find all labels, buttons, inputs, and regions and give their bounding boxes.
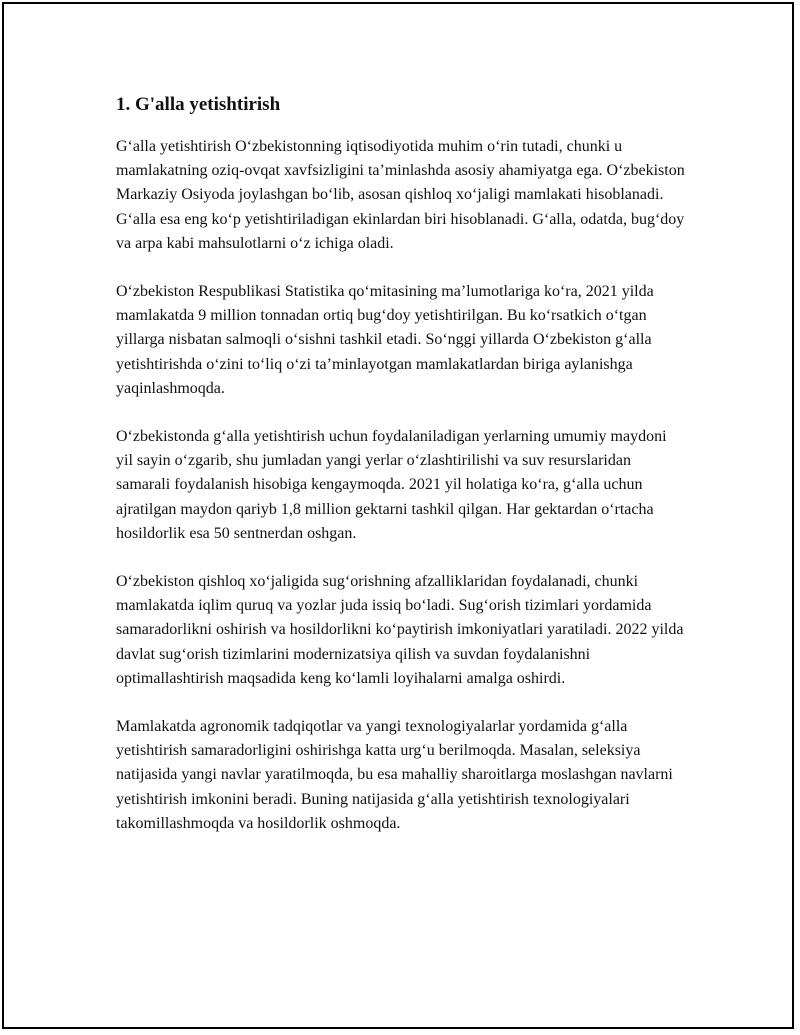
paragraph-3: O‘zbekistonda g‘alla yetishtirish uchun foydalaniladigan yerlarning umumiy maydoni yil sayin o‘zgarib, shu jumladan yangi yerlar o‘zlashtirilishi va suv resurslaridan samarali foydalanish hisobiga kengaymoqda. 2021 yil holatiga ko‘ra, g‘alla uchun ajratilgan maydon qariyb 1,8 million gektarni tashkil qilgan. Har gektardan o‘rtacha hosildorlik esa 50 sentnerdan oshgan.	[116, 428, 667, 542]
paragraph-2: O‘zbekiston Respublikasi Statistika qo‘mitasining ma’lumotlariga ko‘ra, 2021 yilda mamlakatda 9 million tonnadan ortiq bug‘doy yetishtirilgan. Bu ko‘rsatkich o‘tgan yillarga nisbatan salmoqli o‘sishni tashkil etadi. So‘nggi yillarda O‘zbekiston g‘alla yetishtirishda o‘zini to‘liq o‘zi ta’minlayotgan mamlakatlardan biriga aylanishga yaqinlashmoqda.	[116, 283, 654, 397]
paragraph-1: G‘alla yetishtirish O‘zbekistonning iqtisodiyotida muhim o‘rin tutadi, chunki u mamlakatning oziq-ovqat xavfsizligini ta’minlashda asosiy ahamiyatga ega. O‘zbekiston Markaziy Osiyoda joylashgan bo‘lib, asosan qishloq xo‘jaligi mamlakati hisoblanadi. G‘alla esa eng ko‘p yetishtiriladigan ekinlardan biri hisoblanadi. G‘alla, odatda, bug‘doy va arpa kabi mahsulotlarni o‘z ichiga oladi.	[116, 138, 685, 252]
document-body	[116, 91, 686, 860]
paragraph-4: O‘zbekiston qishloq xo‘jaligida sug‘orishning afzalliklaridan foydalanadi, chunki mamlakatda iqlim quruq va yozlar juda issiq bo‘ladi. Sug‘orish tizimlari yordamida samaradorlikni oshirish va hosildorlikni ko‘paytirish imkoniyatlari yaratiladi. 2022 yilda davlat sug‘orish tizimlarini modernizatsiya qilish va suvdan foydalanishni optimallashtirish maqsadida keng ko‘lamli loyihalarni amalga oshirdi.	[116, 573, 684, 687]
paragraph-5: Mamlakatda agronomik tadqiqotlar va yangi texnologiyalarlar yordamida g‘alla yetishtirish samaradorligini oshirishga katta urg‘u berilmoqda. Masalan, seleksiya natijasida yangi navlar yaratilmoqda, bu esa mahalliy sharoitlarga moslashgan navlarni yetishtirish imkonini beradi. Buning natijasida g‘alla yetishtirish texnologiyalari takomillashmoqda va hosildorlik oshmoqda.	[116, 718, 673, 832]
section-heading: 1. G'alla yetishtirish	[116, 94, 281, 115]
